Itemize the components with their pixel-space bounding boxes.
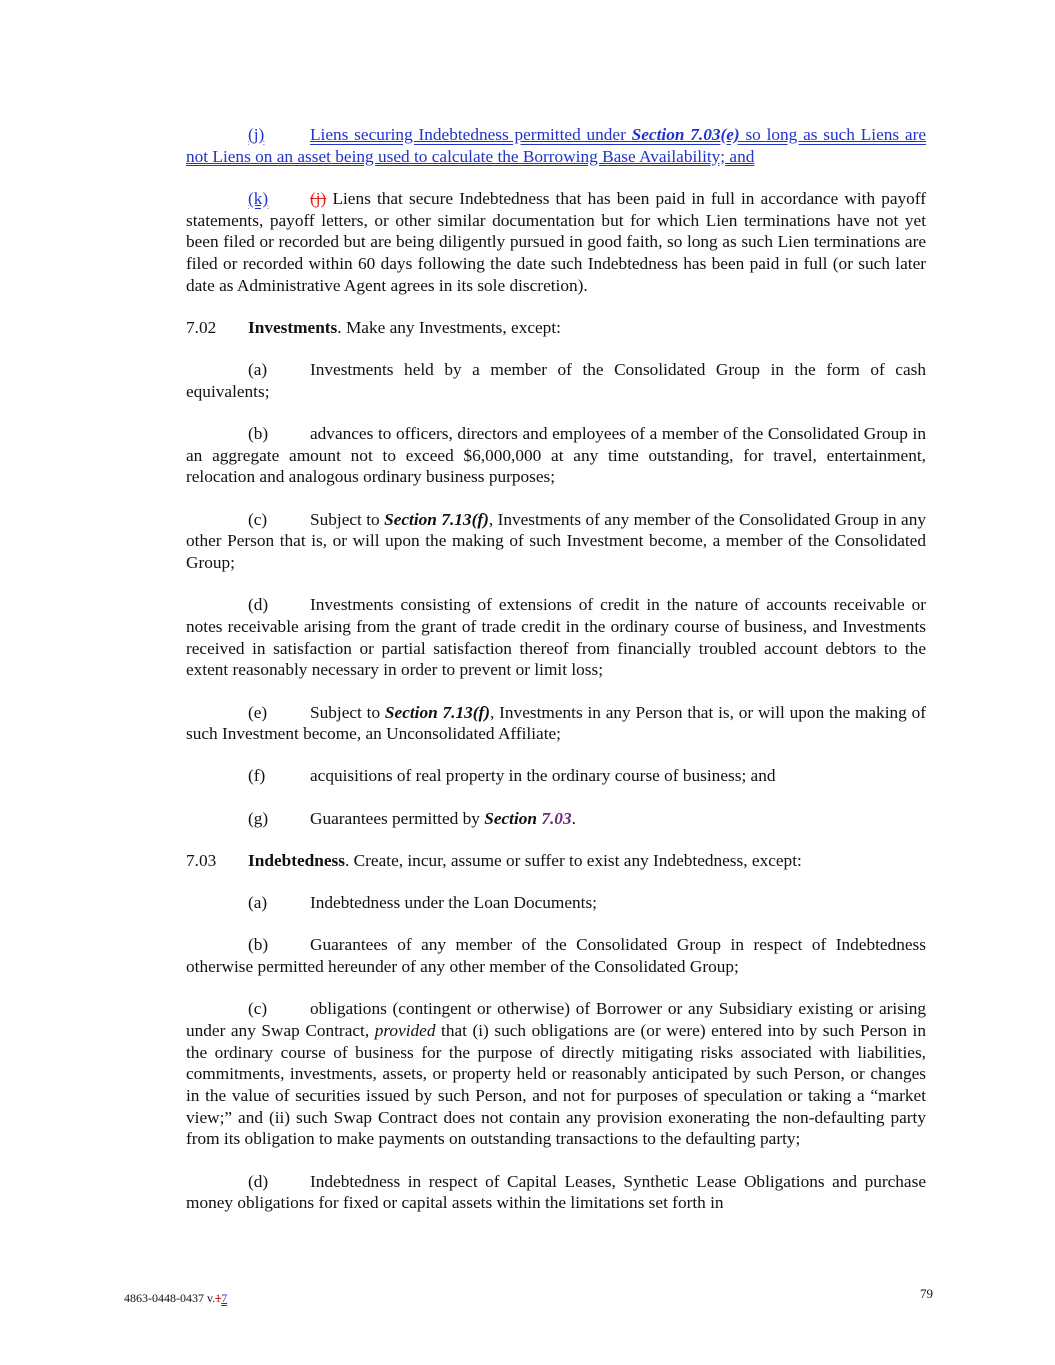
clause-text: Indebtedness in respect of Capital Leases, Synthetic Lease Obligations and purchase money obligations for fixed or capital assets within the limitations set forth in bbox=[186, 1171, 926, 1213]
clause-label: (k) bbox=[248, 188, 269, 208]
section-number: 7.02 bbox=[186, 317, 217, 337]
clause-label: (c) bbox=[248, 509, 268, 529]
investment-clause-c bbox=[186, 509, 926, 574]
provided-term: provided bbox=[374, 1020, 436, 1040]
clause-text: acquisitions of real property in the ordinary course of business; and bbox=[310, 766, 776, 786]
indebtedness-clause-a bbox=[186, 892, 926, 914]
document-id bbox=[124, 1291, 227, 1306]
section-reference: Section 7.13(f) bbox=[384, 702, 491, 722]
deleted-label: (j) bbox=[310, 188, 327, 208]
clause-j bbox=[186, 124, 926, 167]
document-body bbox=[186, 124, 926, 1235]
clause-text: so long as such Liens are not Liens on an asset being used to calculate the Borrowing Base Availability; and bbox=[186, 125, 926, 166]
investment-clause-d bbox=[186, 594, 926, 681]
section-reference: Section 7.03(e) bbox=[631, 125, 740, 144]
clause-label: (f) bbox=[248, 766, 266, 786]
clause-text: Subject to bbox=[310, 702, 385, 722]
section-reference: Section bbox=[484, 808, 538, 828]
clause-label: (a) bbox=[248, 360, 268, 380]
clause-text: . bbox=[571, 808, 576, 828]
clause-text: Guarantees of any member of the Consolidated Group in respect of Indebtedness otherwise permitted hereunder of any other member of the Consolidated Group; bbox=[186, 935, 926, 976]
investment-clause-a bbox=[186, 359, 926, 402]
clause-k bbox=[186, 188, 926, 297]
indebtedness-clause-d bbox=[186, 1171, 926, 1214]
section-7-03-heading bbox=[186, 850, 926, 872]
section-text: . Create, incur, assume or suffer to exist any Indebtedness, except: bbox=[345, 850, 802, 870]
section-title: Indebtedness bbox=[248, 850, 345, 870]
section-number: 7.03 bbox=[186, 850, 217, 870]
deleted-version: 1 bbox=[215, 1291, 222, 1305]
clause-text: Guarantees permitted by bbox=[310, 808, 485, 828]
clause-text: Indebtedness under the Loan Documents; bbox=[310, 893, 597, 913]
inserted-version: 7 bbox=[221, 1291, 228, 1305]
doc-id-text: 4863-0448-0437 v. bbox=[124, 1291, 216, 1305]
clause-text: obligations (contingent or otherwise) of Borrower or any Subsidiary existing or arising under any Swap Contract, bbox=[186, 999, 926, 1040]
section-title: Investments bbox=[248, 317, 338, 337]
investment-clause-g bbox=[186, 808, 926, 830]
section-text: . Make any Investments, except: bbox=[337, 317, 561, 337]
clause-text: Investments consisting of extensions of credit in the nature of accounts receivable or notes receivable arising from the grant of trade credit in the ordinary course of business, and Investments received in satisfaction or partial satisfaction thereof from financially troubled account debtors to the extent reasonably necessary in order to prevent or limit loss; bbox=[186, 595, 926, 680]
section-reference-number: 7.03 bbox=[541, 808, 572, 828]
clause-text: Subject to bbox=[310, 509, 385, 529]
clause-text: Liens securing Indebtedness permitted under bbox=[310, 125, 632, 144]
investment-clause-b bbox=[186, 423, 926, 488]
section-7-02-heading bbox=[186, 317, 926, 339]
clause-label: (j) bbox=[248, 125, 265, 144]
clause-label: (a) bbox=[248, 893, 268, 913]
clause-text: that (i) such obligations are (or were) entered into by such Person in the ordinary course of business for the purpose of directly mitigating risks associated with liabilities, commitments, investments, assets, or property held or reasonably anticipated by such Person, or changes in the value of securities issued by such Person, and not for purposes of speculation or taking a “market view;” and (ii) such Swap Contract does not contain any provision exonerating the non-defaulting party from its obligation to make payments on outstanding transactions to the defaulting party; bbox=[186, 1020, 926, 1149]
clause-label: (b) bbox=[248, 424, 269, 444]
clause-label: (b) bbox=[248, 935, 269, 955]
indebtedness-clause-b bbox=[186, 934, 926, 977]
indebtedness-clause-c bbox=[186, 998, 926, 1150]
investment-clause-e bbox=[186, 702, 926, 745]
clause-text: advances to officers, directors and employees of a member of the Consolidated Group in an aggregate amount not to exceed $6,000,000 at any time outstanding, for travel, entertainment, relocation and analogous ordinary business purposes; bbox=[186, 424, 926, 487]
clause-label: (g) bbox=[248, 808, 269, 828]
page-number: 79 bbox=[920, 1286, 933, 1301]
investment-clause-f bbox=[186, 765, 926, 787]
clause-text: Investments held by a member of the Consolidated Group in the form of cash equivalents; bbox=[186, 360, 926, 401]
clause-label: (d) bbox=[248, 1171, 269, 1191]
clause-text: , Investments of any member of the Consolidated Group in any other Person that is, or will upon the making of such Investment become, a member of the Consolidated Group; bbox=[186, 509, 927, 573]
clause-label: (e) bbox=[248, 702, 268, 722]
clause-text: Liens that secure Indebtedness that has been paid in full in accordance with payoff statements, payoff letters, or other similar documentation but for which Lien terminations have not yet been filed or recorded but are being diligently pursued in good faith, so long as such Lien terminations are filed or recorded within 60 days following the date such Indebtedness has been paid in full (or such later date as Administrative Agent agrees in its sole discretion). bbox=[186, 188, 926, 295]
clause-label: (d) bbox=[248, 595, 269, 615]
clause-label: (c) bbox=[248, 999, 268, 1019]
section-reference: Section 7.13(f) bbox=[384, 509, 489, 529]
clause-text: , Investments in any Person that is, or will upon the making of such Investment become, an Unconsolidated Affiliate; bbox=[186, 702, 926, 744]
